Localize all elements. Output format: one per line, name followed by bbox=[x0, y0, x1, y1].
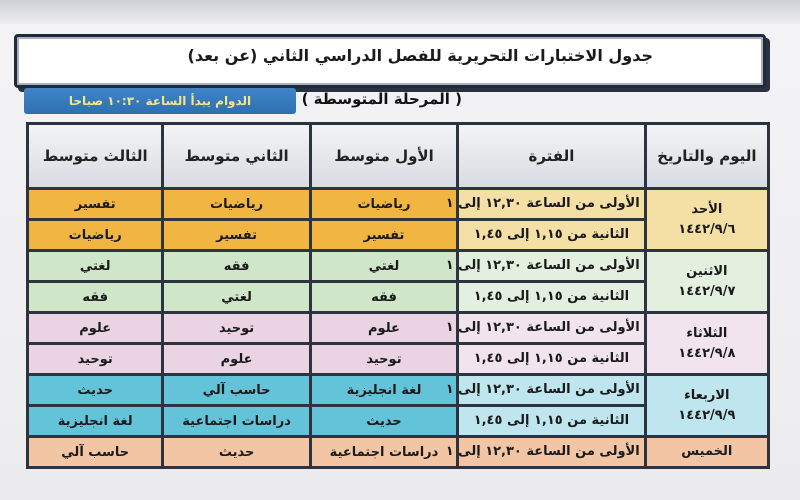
subject-cell: حاسب آلي bbox=[164, 376, 308, 404]
subject-cell: تفسير bbox=[29, 190, 161, 218]
start-time-badge: الدوام يبدأ الساعة ١٠:٣٠ صباحا bbox=[24, 88, 296, 114]
header-day: اليوم والتاريخ bbox=[647, 125, 767, 187]
day-cell bbox=[647, 314, 767, 373]
subject-cell: دراسات اجتماعية bbox=[312, 438, 456, 466]
day-date: ١٤٤٢/٩/٩ bbox=[678, 407, 736, 423]
day-name: الأحد bbox=[691, 201, 723, 217]
header-first-grade: الأول متوسط bbox=[312, 125, 456, 187]
page-top-shadow bbox=[0, 0, 800, 24]
period-cell: الأولى من الساعة ١٢,٣٠ إلى ١ bbox=[459, 190, 644, 218]
header-period: الفترة bbox=[459, 125, 644, 187]
table-row bbox=[29, 190, 767, 218]
subject-cell: علوم bbox=[29, 314, 161, 342]
day-date: ١٤٤٢/٩/٧ bbox=[678, 283, 736, 299]
day-date: ١٤٤٢/٩/٨ bbox=[678, 345, 736, 361]
subject-cell: دراسات اجتماعية bbox=[164, 407, 308, 435]
subject-cell: لغة انجليزية bbox=[312, 376, 456, 404]
subject-cell: فقه bbox=[312, 283, 456, 311]
day-name: الاربعاء bbox=[684, 387, 730, 403]
page-title: جدول الاختبارات التحريرية للفصل الدراسي الثاني (عن بعد) bbox=[187, 46, 653, 65]
period-cell: الأولى من الساعة ١٢,٣٠ إلى ١ bbox=[459, 252, 644, 280]
title-banner bbox=[14, 34, 766, 88]
subject-cell: تفسير bbox=[164, 221, 308, 249]
day-name: الخميس bbox=[681, 444, 733, 459]
period-cell: الأولى من الساعة ١٢,٣٠ إلى ١ bbox=[459, 376, 644, 404]
subject-cell: رياضيات bbox=[312, 190, 456, 218]
table-row bbox=[29, 376, 767, 404]
day-cell bbox=[647, 376, 767, 435]
stage-label: ( المرحلة المتوسطة ) bbox=[301, 90, 462, 108]
period-cell: الثانية من ١,١٥ إلى ١,٤٥ bbox=[459, 407, 644, 435]
subject-cell: توحيد bbox=[312, 345, 456, 373]
table-row bbox=[29, 252, 767, 280]
subject-cell: رياضيات bbox=[164, 190, 308, 218]
day-cell bbox=[647, 252, 767, 311]
period-cell: الأولى من الساعة ١٢,٣٠ إلى ١ bbox=[459, 438, 644, 466]
subject-cell: علوم bbox=[312, 314, 456, 342]
subject-cell: رياضيات bbox=[29, 221, 161, 249]
header-third-grade: الثالث متوسط bbox=[29, 125, 161, 187]
table-row bbox=[29, 438, 767, 466]
subject-cell: توحيد bbox=[29, 345, 161, 373]
subject-cell: لغتي bbox=[164, 283, 308, 311]
day-date: ١٤٤٢/٩/٦ bbox=[678, 221, 736, 237]
subject-cell: لغتي bbox=[312, 252, 456, 280]
subject-cell: لغتي bbox=[29, 252, 161, 280]
period-cell: الثانية من ١,١٥ إلى ١,٤٥ bbox=[459, 283, 644, 311]
day-cell bbox=[647, 438, 767, 466]
exam-schedule-table bbox=[26, 122, 770, 469]
subject-cell: حديث bbox=[29, 376, 161, 404]
table-row bbox=[29, 314, 767, 342]
subject-cell: فقه bbox=[29, 283, 161, 311]
subject-cell: لغة انجليزية bbox=[29, 407, 161, 435]
subject-cell: حديث bbox=[164, 438, 308, 466]
day-name: الاثنين bbox=[686, 263, 728, 279]
subject-cell: علوم bbox=[164, 345, 308, 373]
subject-cell: فقه bbox=[164, 252, 308, 280]
table-header-row bbox=[29, 125, 767, 187]
subject-cell: تفسير bbox=[312, 221, 456, 249]
subject-cell: حاسب آلي bbox=[29, 438, 161, 466]
period-cell: الثانية من ١,١٥ إلى ١,٤٥ bbox=[459, 345, 644, 373]
day-name: الثلاثاء bbox=[686, 325, 728, 341]
day-cell bbox=[647, 190, 767, 249]
subject-cell: حديث bbox=[312, 407, 456, 435]
header-second-grade: الثاني متوسط bbox=[164, 125, 308, 187]
period-cell: الثانية من ١,١٥ إلى ١,٤٥ bbox=[459, 221, 644, 249]
period-cell: الأولى من الساعة ١٢,٣٠ إلى ١ bbox=[459, 314, 644, 342]
subject-cell: توحيد bbox=[164, 314, 308, 342]
